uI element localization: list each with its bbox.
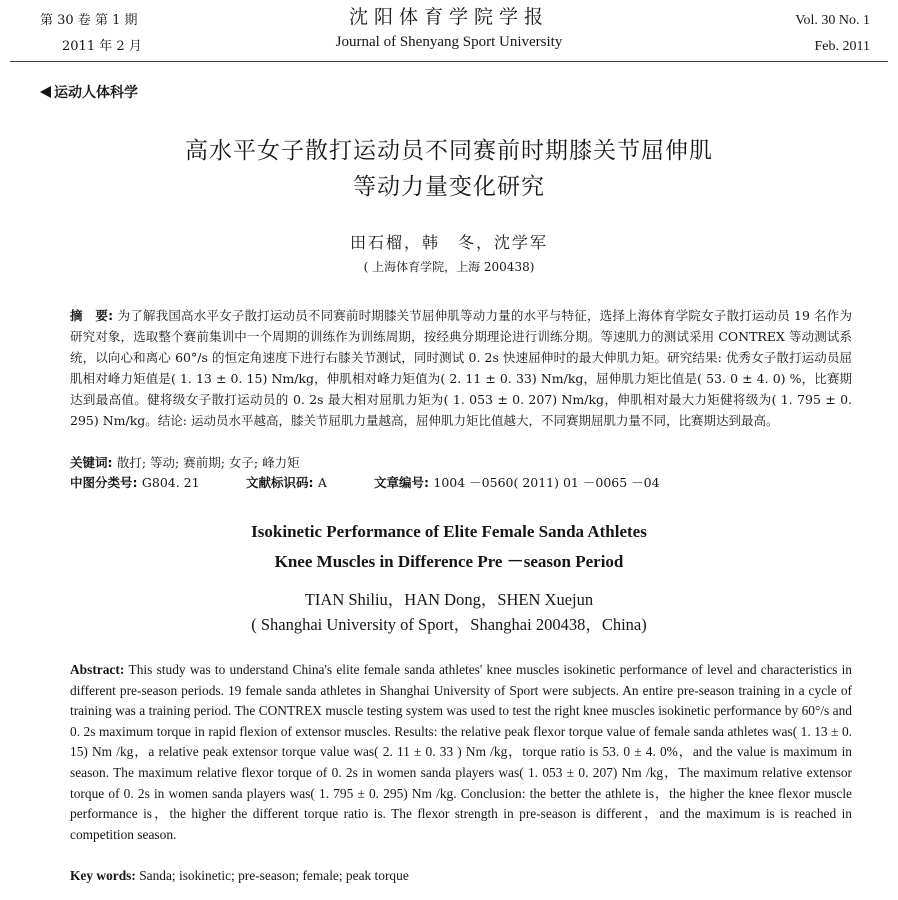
affiliation-en: ( Shanghai University of Sport，Shanghai 200438，China) [251, 615, 647, 634]
title-en-line-1: Isokinetic Performance of Elite Female Sanda Athletes [251, 522, 647, 541]
abstract-en-text: This study was to understand China's elite female sanda athletes' knee muscles isokinetic performance of level and characteristics in different pre-season periods. 19 female sanda athletes in Shanghai University of Sport were subjects. An entire pre-season training in a cycle of training was a training period. The CONTREX muscle testing system was used to test the right knee muscles isokinetic performance by 60°/s and 0. 2s maximum torque in rapid flexion of extensor muscles. Results: the relative peak flexor torque value of female sanda athletes was( 1. 13 ± 0. 15) Nm /kg，a relative peak extensor torque value was( 2. 11 ± 0. 33 ) Nm /kg，torque ratio is 53. 0 ± 4. 0%，and the value is maximum in season. The maximum relative flexor torque of 0. 2s in women sanda players was( 1. 053 ± 0. 207) Nm /kg，The maximum relative extensor torque of 0. 2s in women sanda players was( 1. 795 ± 0. 295) Nm /kg. Conclusion: the better the athlete is，the higher the knee flexor muscle performance is，the higher the different torque ratio is. The flexor strength in pre-season is different，and the maximum is is reached in competition season. [70, 662, 852, 842]
article-number-value: 1004 －0560( 2011) 01 －0065 －04 [433, 475, 660, 490]
section-text: 运动人体科学 [54, 85, 138, 101]
doc-code-value: A [317, 475, 327, 490]
title-cn-line-2: 等动力量变化研究 [353, 174, 545, 200]
keywords-en-label: Key words [70, 868, 132, 883]
keywords-cn-label: 关键词 [70, 455, 108, 470]
article-number-label: 文章编号 [374, 475, 425, 490]
abstract-cn-label: 摘 要 [70, 308, 109, 323]
section-label [40, 82, 138, 102]
doc-code-label: 文献标识码 [246, 475, 309, 490]
keywords-cn: 关键词: 散打; 等动; 赛前期; 女子; 峰力矩 [70, 455, 300, 470]
clc-label: 中图分类号 [70, 475, 133, 490]
header-right [795, 8, 870, 60]
abstract-cn: 摘 要: 为了解我国高水平女子散打运动员不同赛前时期膝关节屈伸肌等动力量的水平与特征，选择上海体育学院女子散打运动员 19 名作为研究对象，选取整个赛前集训中一个周期的训练作为训练周期，按经典分期理论进行训练分期。等速肌力的测试采用 CONTREX 等动测试系统，以向心和离心 60°/s 的恒定角速度下进行右膝关节测试，同时测试 0. 2s 快速屈伸时的最大伸肌力矩。研究结果: 优秀女子散打运动员屈肌相对峰力矩值是( 1. 13 ± 0. 15) Nm/kg，伸肌相对峰力矩值为( 2. 11 ± 0. 33) Nm/kg，屈伸肌力矩比值是( 53. 0 ± 4. 0) %，比赛期达到最高值。健将级女子散打运动员的 0. 2s 最大相对屈肌力矩为( 1. 053 ± 0. 207) Nm/kg，伸肌相对最大力矩健将级为( 1. 795 ± 0. 295) Nm/kg。结论: 运动员水平越高，膝关节屈肌力量越高，屈伸肌力矩比值越大，不同赛期屈肌力量不同，比赛期达到最高。 [70, 308, 852, 428]
title-cn [0, 133, 898, 205]
title-en-line-2: Knee Muscles in Difference Pre －season Period [274, 552, 624, 571]
date-en: Feb. 2011 [814, 39, 870, 54]
header-rule [10, 61, 888, 62]
keywords-en-text: Sanda; isokinetic; pre-season; female; peak torque [139, 868, 409, 883]
abstract-en-label: Abstract [70, 662, 120, 677]
date-cn: 2011 年 2 月 [62, 39, 142, 54]
authors-cn: 田石榴，韩 冬，沈学军 [349, 233, 548, 252]
volume-issue-en: Vol. 30 No. 1 [795, 13, 870, 28]
journal-name-en: Journal of Shenyang Sport University [335, 34, 563, 50]
volume-issue-cn: 第 30 卷 第 1 期 [40, 13, 138, 28]
keywords-cn-text: 散打; 等动; 赛前期; 女子; 峰力矩 [116, 455, 300, 470]
abstract-cn-text: 为了解我国高水平女子散打运动员不同赛前时期膝关节屈伸肌等动力量的水平与特征，选择上海体育学院女子散打运动员 19 名作为研究对象，选取整个赛前集训中一个周期的训练作为训练周期，按经典分期理论进行训练分期。等速肌力的测试采用 CONTREX 等动测试系统，以向心和离心 60°/s 的恒定角速度下进行右膝关节测试，同时测试 0. 2s 快速屈伸时的最大伸肌力矩。研究结果: 优秀女子散打运动员屈肌相对峰力矩值是( 1. 13 ± 0. 15) Nm/kg，伸肌相对峰力矩值为( 2. 11 ± 0. 33) Nm/kg，屈伸肌力矩比值是( 53. 0 ± 4. 0) %，比赛期达到最高值。健将级女子散打运动员的 0. 2s 最大相对屈肌力矩为( 1. 053 ± 0. 207) Nm/kg，伸肌相对最大力矩健将级为( 1. 795 ± 0. 295) Nm/kg。结论: 运动员水平越高，膝关节屈肌力量越高，屈伸肌力矩比值越大，不同赛期屈肌力量不同，比赛期达到最高。 [70, 308, 852, 428]
affiliation-cn: ( 上海体育学院，上海 200438) [363, 260, 535, 274]
keywords-en: Key words: Sanda; isokinetic; pre-season; female; peak torque [70, 868, 409, 883]
header-center [0, 4, 898, 54]
title-cn-line-1: 高水平女子散打运动员不同赛前时期膝关节屈伸肌 [185, 138, 713, 164]
authors-en: TIAN Shiliu，HAN Dong，SHEN Xuejun [304, 590, 594, 609]
classification-line: 中图分类号: G804. 21 文献标识码: A 文章编号: 1004 －0560( 2011) 01 －0065 －04 [70, 475, 660, 490]
title-en [0, 517, 898, 577]
abstract-en: Abstract: This study was to understand China's elite female sanda athletes' knee muscles isokinetic performance of level and characteristics in different pre-season periods. 19 female sanda athletes in Shanghai University of Sport were subjects. An entire pre-season training in a cycle of training was a training period. The CONTREX muscle testing system was used to test the right knee muscles isokinetic performance by 60°/s and 0. 2s maximum torque in rapid flexion of extensor muscles. Results: the relative peak flexor torque value of female sanda athletes was( 1. 13 ± 0. 15) Nm /kg，a relative peak extensor torque value was( 2. 11 ± 0. 33 ) Nm /kg，torque ratio is 53. 0 ± 4. 0%，and the value is maximum in season. The maximum relative flexor torque of 0. 2s in women sanda players was( 1. 053 ± 0. 207) Nm /kg，The maximum relative extensor torque of 0. 2s in women sanda players was( 1. 795 ± 0. 295) Nm /kg. Conclusion: the better the athlete is，the higher the knee flexor muscle performance is，the higher the different torque ratio is. The flexor strength in pre-season is different，and the maximum is is reached in competition season. [70, 662, 852, 842]
clc-value: G804. 21 [141, 475, 200, 490]
left-triangle-icon [40, 86, 51, 98]
journal-name-cn: 沈阳体育学院学报 [348, 6, 549, 28]
